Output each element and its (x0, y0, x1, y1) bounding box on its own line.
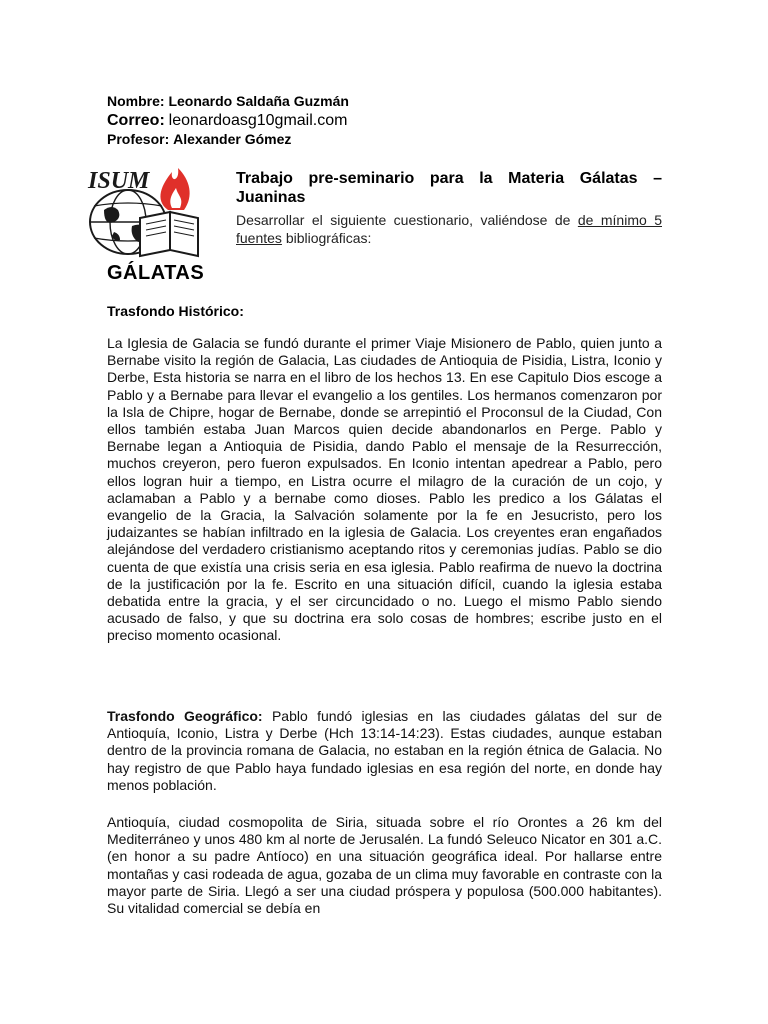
email-value: leonardoasg10gmail.com (168, 112, 348, 129)
geographic-text: Pablo fundó iglesias en las ciudades gálatas del sur de Antioquía, Iconio, Listra y Derbe (Hch 13:14-14:23). Estas ciudades, aunque estaban dentro de la provincia romana de Galacia, no estaban en la región étnica de Galacia. No hay registro de que Pablo haya fundado iglesias en esa región del norte, en donde hay menos población. (107, 708, 662, 793)
section-geographic-heading: Trasfondo Geográfico: (107, 708, 263, 724)
name-line (107, 92, 667, 111)
isum-logo-icon (84, 160, 202, 260)
assignment-title: Trabajo pre-seminario para la Materia Gálatas – Juaninas (236, 170, 662, 206)
name-value: Leonardo Saldaña Guzmán (168, 93, 349, 109)
professor-line (107, 130, 667, 149)
antioquia-paragraph: Antioquía, ciudad cosmopolita de Siria, situada sobre el río Orontes a 26 km del Mediterráneo y unos 480 km al norte de Jerusalén. La fundó Seleuco Nicator en 301 a.C. (en honor a su padre Antíoco) en una situación geográfica ideal. Por hallarse entre montañas y casi rodeada de agua, gozaba de un clima muy favorable en contraste con la mayor parte de Siria. Llegó a ser una ciudad próspera y populosa (500.000 habitantes). Su vitalidad comercial se debía en (107, 814, 662, 917)
instructions-post: bibliográficas: (281, 230, 372, 246)
logo-text: ISUM (88, 168, 150, 194)
historical-paragraph: La Iglesia de Galacia se fundó durante el primer Viaje Misionero de Pablo, quien junto a Bernabe visito la región de Galacia, Las ciudades de Antioquia de Pisidia, Listra, Iconio y Derbe, Esta historia se narra en el libro de los hechos 13. En ese Capitulo Dios escoge a Pablo y a Bernabe para llevar el evangelio a los gentiles. Los hermanos comenzaron por la Isla de Chipre, hogar de Bernabe, donde se arrepintió el Proconsul de la Ciudad, Con ellos también estaba Juan Marcos quien decide abandonarlos en Perge. Pablo y Bernabe legan a Antioquia de Pisidia, dando Pablo el mensaje de la Resurrección, muchos creyeron, pero fueron expulsados. En Iconio intentan apedrear a Pablo, pero ellos logran huir a tiempo, en Listra ocurre el milagro de la curación de un cojo, y aclamaban a Pablo y a bernabe como dioses. Pablo les predico a los Gálatas el evangelio de la Gracia, la Salvación solamente por la fe en Jesucristo, pero los judaizantes se habían infiltrado en la iglesia de Galacia. Los creyentes eran engañados alejándose del verdadero cristianismo aceptando ritos y ceremonias judías. Pablo se dio cuenta de que existía una crisis seria en esa iglesia. Pablo reafirma de nuevo la doctrina de la justificación por la fe. Escrito en una situación difícil, cuando la iglesia estaba debatida entre la gracia, y el ser circuncidado o no. Luego el mismo Pablo siendo acusado de falso, y que su doctrina era solo cosas de hombres; escribe justo en el preciso momento ocasional. (107, 335, 662, 644)
name-label: Nombre: (107, 93, 165, 109)
geographic-paragraph (107, 708, 662, 794)
student-info (107, 92, 667, 149)
professor-label: Profesor: (107, 131, 170, 147)
email-line (107, 111, 667, 130)
book-icon (140, 212, 198, 256)
professor-value: Alexander Gómez (173, 131, 292, 147)
main-heading: GÁLATAS (107, 262, 205, 284)
instructions-underlined: de mínimo 5 fuentes (236, 212, 662, 246)
email-label: Correo: (107, 112, 165, 129)
assignment-title-block (236, 169, 662, 247)
instructions-pre: Desarrollar el siguiente cuestionario, valiéndose de (236, 212, 578, 228)
assignment-instructions (236, 211, 662, 247)
section-historical-heading: Trasfondo Histórico: (107, 303, 244, 319)
